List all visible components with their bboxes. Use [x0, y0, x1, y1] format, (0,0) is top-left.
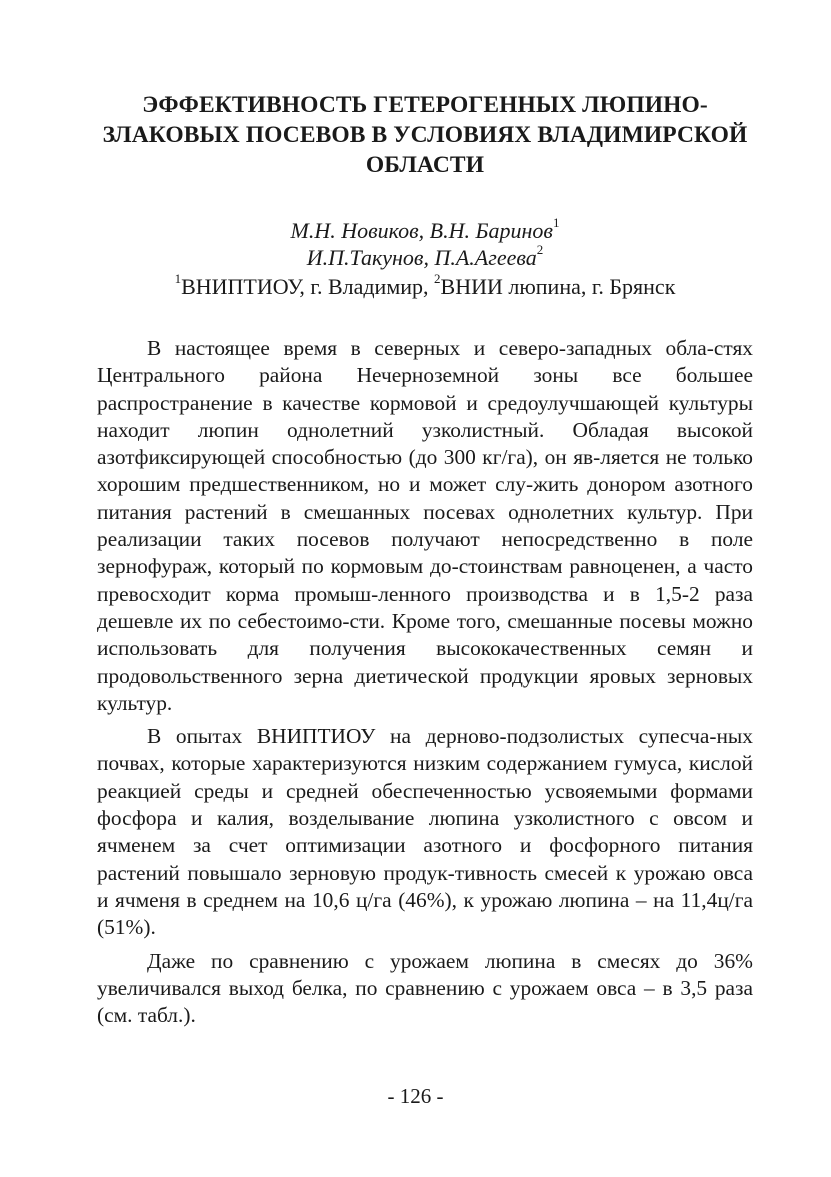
author-names-2: И.П.Такунов, П.А.Агеева	[306, 245, 537, 270]
affil-sup-2: 2	[434, 270, 441, 286]
affil-org-2: ВНИИ люпина, г. Брянск	[440, 274, 676, 299]
title-line-1: ЭФФЕКТИВНОСТЬ ГЕТЕРОГЕННЫХ ЛЮПИНО-	[142, 92, 708, 118]
affil-sup-1: 1	[174, 270, 182, 286]
article-body	[97, 335, 753, 1029]
title-line-3: ОБЛАСТИ	[365, 152, 485, 178]
authors-line-2	[97, 241, 753, 271]
author-sup-1: 1	[552, 214, 560, 230]
author-sup-2: 2	[536, 241, 544, 257]
paragraph-2: В опытах ВНИПТИОУ на дерново-подзолистых супесча-ных почвах, которые характеризуются низким содержанием гумуса, кислой реакцией среды и средней обеспеченностью усвояемыми формами фосфора и калия, возделывание люпина узколистного с овсом и ячменем за счет оптимизации азотного и фосфорного питания растений повышало зерновую продук-тивность смесей к урожаю овса и ячменя в среднем на 10,6 ц/га (46%), к урожаю люпина – на 11,4ц/га (51%).	[97, 724, 753, 940]
article-title	[97, 90, 753, 180]
paragraph-3: Даже по сравнению с урожаем люпина в смесях до 36% увеличивался выход белка, по сравнению с урожаем овса – в 3,5 раза (см. табл.).	[97, 948, 753, 1028]
authors-line-1	[97, 214, 753, 244]
page-number: - 126 -	[387, 1084, 444, 1108]
affil-org-1: ВНИПТИОУ, г. Владимир,	[181, 274, 435, 299]
title-line-2: ЗЛАКОВЫХ ПОСЕВОВ В УСЛОВИЯХ ВЛАДИМИРСКОЙ	[102, 122, 748, 148]
authors-block	[97, 214, 753, 300]
author-names-1: М.Н. Новиков, В.Н. Баринов	[290, 218, 553, 243]
paragraph-1: В настоящее время в северных и северо-западных обла-стях Центрального района Нечерноземной зоны все большее распространение в качестве кормовой и средоулучшающей культуры находит люпин однолетний узколистный. Обладая высокой азотфиксирующей способностью (до 300 кг/га), он яв-ляется не только хорошим предшественником, но и может слу-жить донором азотного питания растений в смешанных посевах однолетних культур. При реализации таких посевов получают непосредственно в поле зернофураж, который по кормовым до-стоинствам равноценен, а часто превосходит корма промыш-ленного производства и в 1,5-2 раза дешевле их по себестоимо-сти. Кроме того, смешанные посевы можно использовать для получения высококачественных семян и продовольственного зерна диетической продукции яровых зерновых культур.	[97, 336, 753, 715]
article	[97, 90, 753, 1035]
affiliation	[97, 270, 753, 300]
